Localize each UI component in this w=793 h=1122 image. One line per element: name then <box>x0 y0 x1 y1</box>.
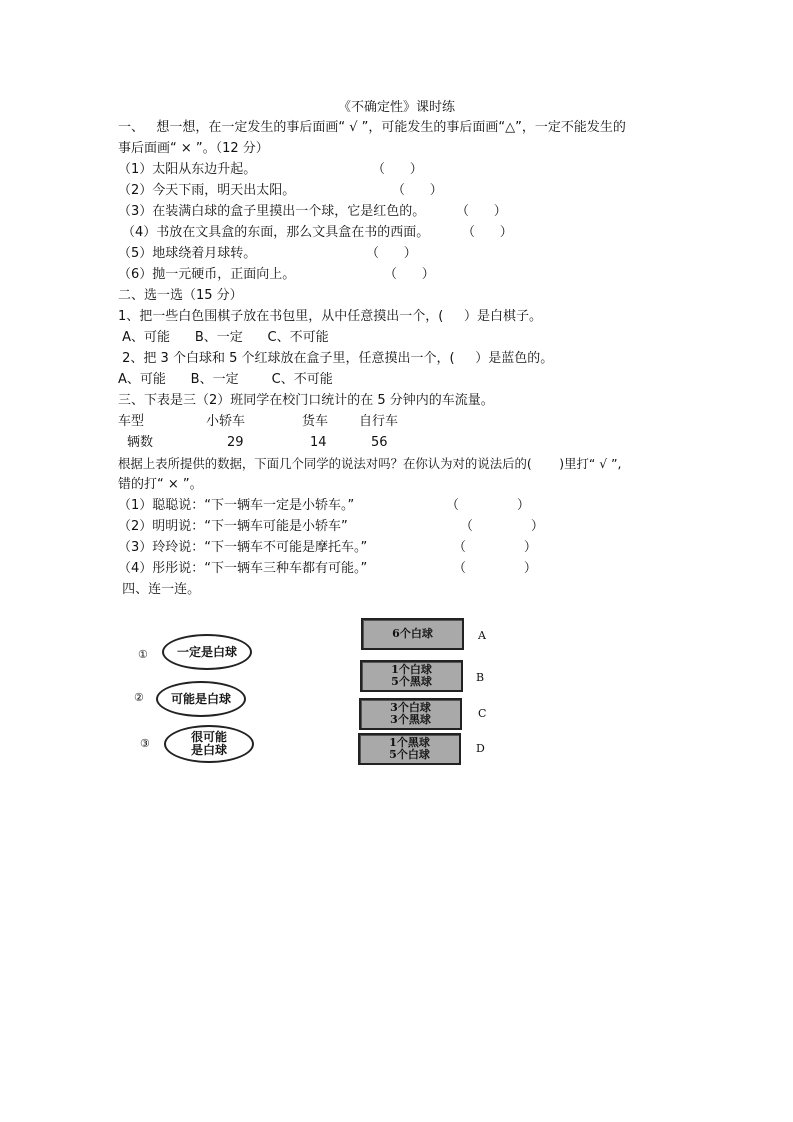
s3-blank-2[interactable]: （ ） <box>460 519 544 534</box>
match-right-letter-a: A <box>478 629 486 642</box>
s1-blank-4[interactable]: （ ） <box>462 225 513 240</box>
s1-item-6: （6）抛一元硬币，正面向上。 <box>118 267 296 282</box>
s3-item-3: （3）玲玲说：“下一辆车不可能是摩托车。” <box>118 540 368 555</box>
section4-heading: 四、连一连。 <box>118 582 201 597</box>
page-title: 《不确定性》课时练 <box>337 100 455 115</box>
s3-instructions: 根据上表所提供的数据，下面几个同学的说法对吗？在你认为对的说法后的( )里打“ √ ”, <box>118 456 622 471</box>
s2-question-2-options: A、可能 B、一定 C、不可能 <box>118 372 333 387</box>
s1-blank-3[interactable]: （ ） <box>456 204 507 219</box>
match-left-option-2[interactable]: 可能是白球 <box>156 681 246 717</box>
match-right-option-b[interactable]: 1个白球 5个黑球 <box>360 660 463 692</box>
match-right-letter-b: B <box>476 671 485 684</box>
s1-blank-1[interactable]: （ ） <box>372 162 423 177</box>
table-row-label: 辆数 <box>127 435 154 450</box>
match-left-number-2: ② <box>134 691 144 704</box>
s1-blank-6[interactable]: （ ） <box>384 267 435 282</box>
s3-blank-4[interactable]: （ ） <box>453 561 537 576</box>
section2-heading: 二、选一选（15 分） <box>118 288 243 303</box>
s3-item-1: （1）聪聪说：“下一辆车一定是小轿车。” <box>118 498 355 513</box>
s1-item-2: （2）今天下雨，明天出太阳。 <box>118 183 296 198</box>
s2-question-2: 2、把 3 个白球和 5 个红球放在盒子里，任意摸出一个，( ）是蓝色的。 <box>118 351 554 366</box>
match-right-option-a[interactable]: 6个白球 <box>361 618 464 650</box>
s3-instructions-cont: 错的打“ × ”。 <box>118 477 203 492</box>
s3-blank-1[interactable]: （ ） <box>446 498 530 513</box>
match-left-number-1: ① <box>138 648 148 661</box>
s3-item-2: （2）明明说：“下一辆车可能是小轿车” <box>118 519 348 534</box>
match-right-letter-c: C <box>478 707 487 720</box>
match-right-option-d[interactable]: 1个黑球 5个白球 <box>358 733 461 765</box>
match-left-option-3[interactable]: 很可能 是白球 <box>164 725 254 763</box>
section1-heading: 一、 想一想，在一定发生的事后面画“ √ ”，可能发生的事后面画“△”，一定不能发生的 <box>118 120 626 135</box>
match-right-option-c[interactable]: 3个白球 3个黑球 <box>359 698 462 730</box>
match-right-letter-d: D <box>476 742 485 755</box>
s2-question-1-options: A、可能 B、一定 C、不可能 <box>118 330 329 345</box>
table-cell-car: 29 <box>227 435 244 450</box>
s1-item-5: （5）地球绕着月球转。 <box>118 246 257 261</box>
table-cell-bicycle: 56 <box>371 435 388 450</box>
table-header-bicycle: 自行车 <box>359 414 399 429</box>
s1-item-4: （4）书放在文具盒的东面，那么文具盒在书的西面。 <box>122 225 430 240</box>
section3-heading: 三、下表是三（2）班同学在校门口统计的在 5 分钟内的车流量。 <box>118 393 494 408</box>
match-left-number-3: ③ <box>140 737 150 750</box>
table-cell-truck: 14 <box>310 435 327 450</box>
match-left-option-1[interactable]: 一定是白球 <box>162 634 252 670</box>
s2-question-1: 1、把一些白色围棋子放在书包里，从中任意摸出一个，( ）是白棋子。 <box>118 309 543 324</box>
section1-heading-cont: 事后面画“ × ”。（12 分） <box>118 141 269 156</box>
s3-blank-3[interactable]: （ ） <box>453 540 537 555</box>
s1-blank-2[interactable]: （ ） <box>392 183 443 198</box>
table-header-car: 小轿车 <box>206 414 246 429</box>
table-header-type: 车型 <box>118 414 145 429</box>
table-header-truck: 货车 <box>302 414 329 429</box>
s1-item-1: （1）太阳从东边升起。 <box>118 162 257 177</box>
s1-item-3: （3）在装满白球的盒子里摸出一个球，它是红色的。 <box>118 204 426 219</box>
s3-item-4: （4）彤彤说：“下一辆车三种车都有可能。” <box>118 561 368 576</box>
s1-blank-5[interactable]: （ ） <box>366 246 417 261</box>
